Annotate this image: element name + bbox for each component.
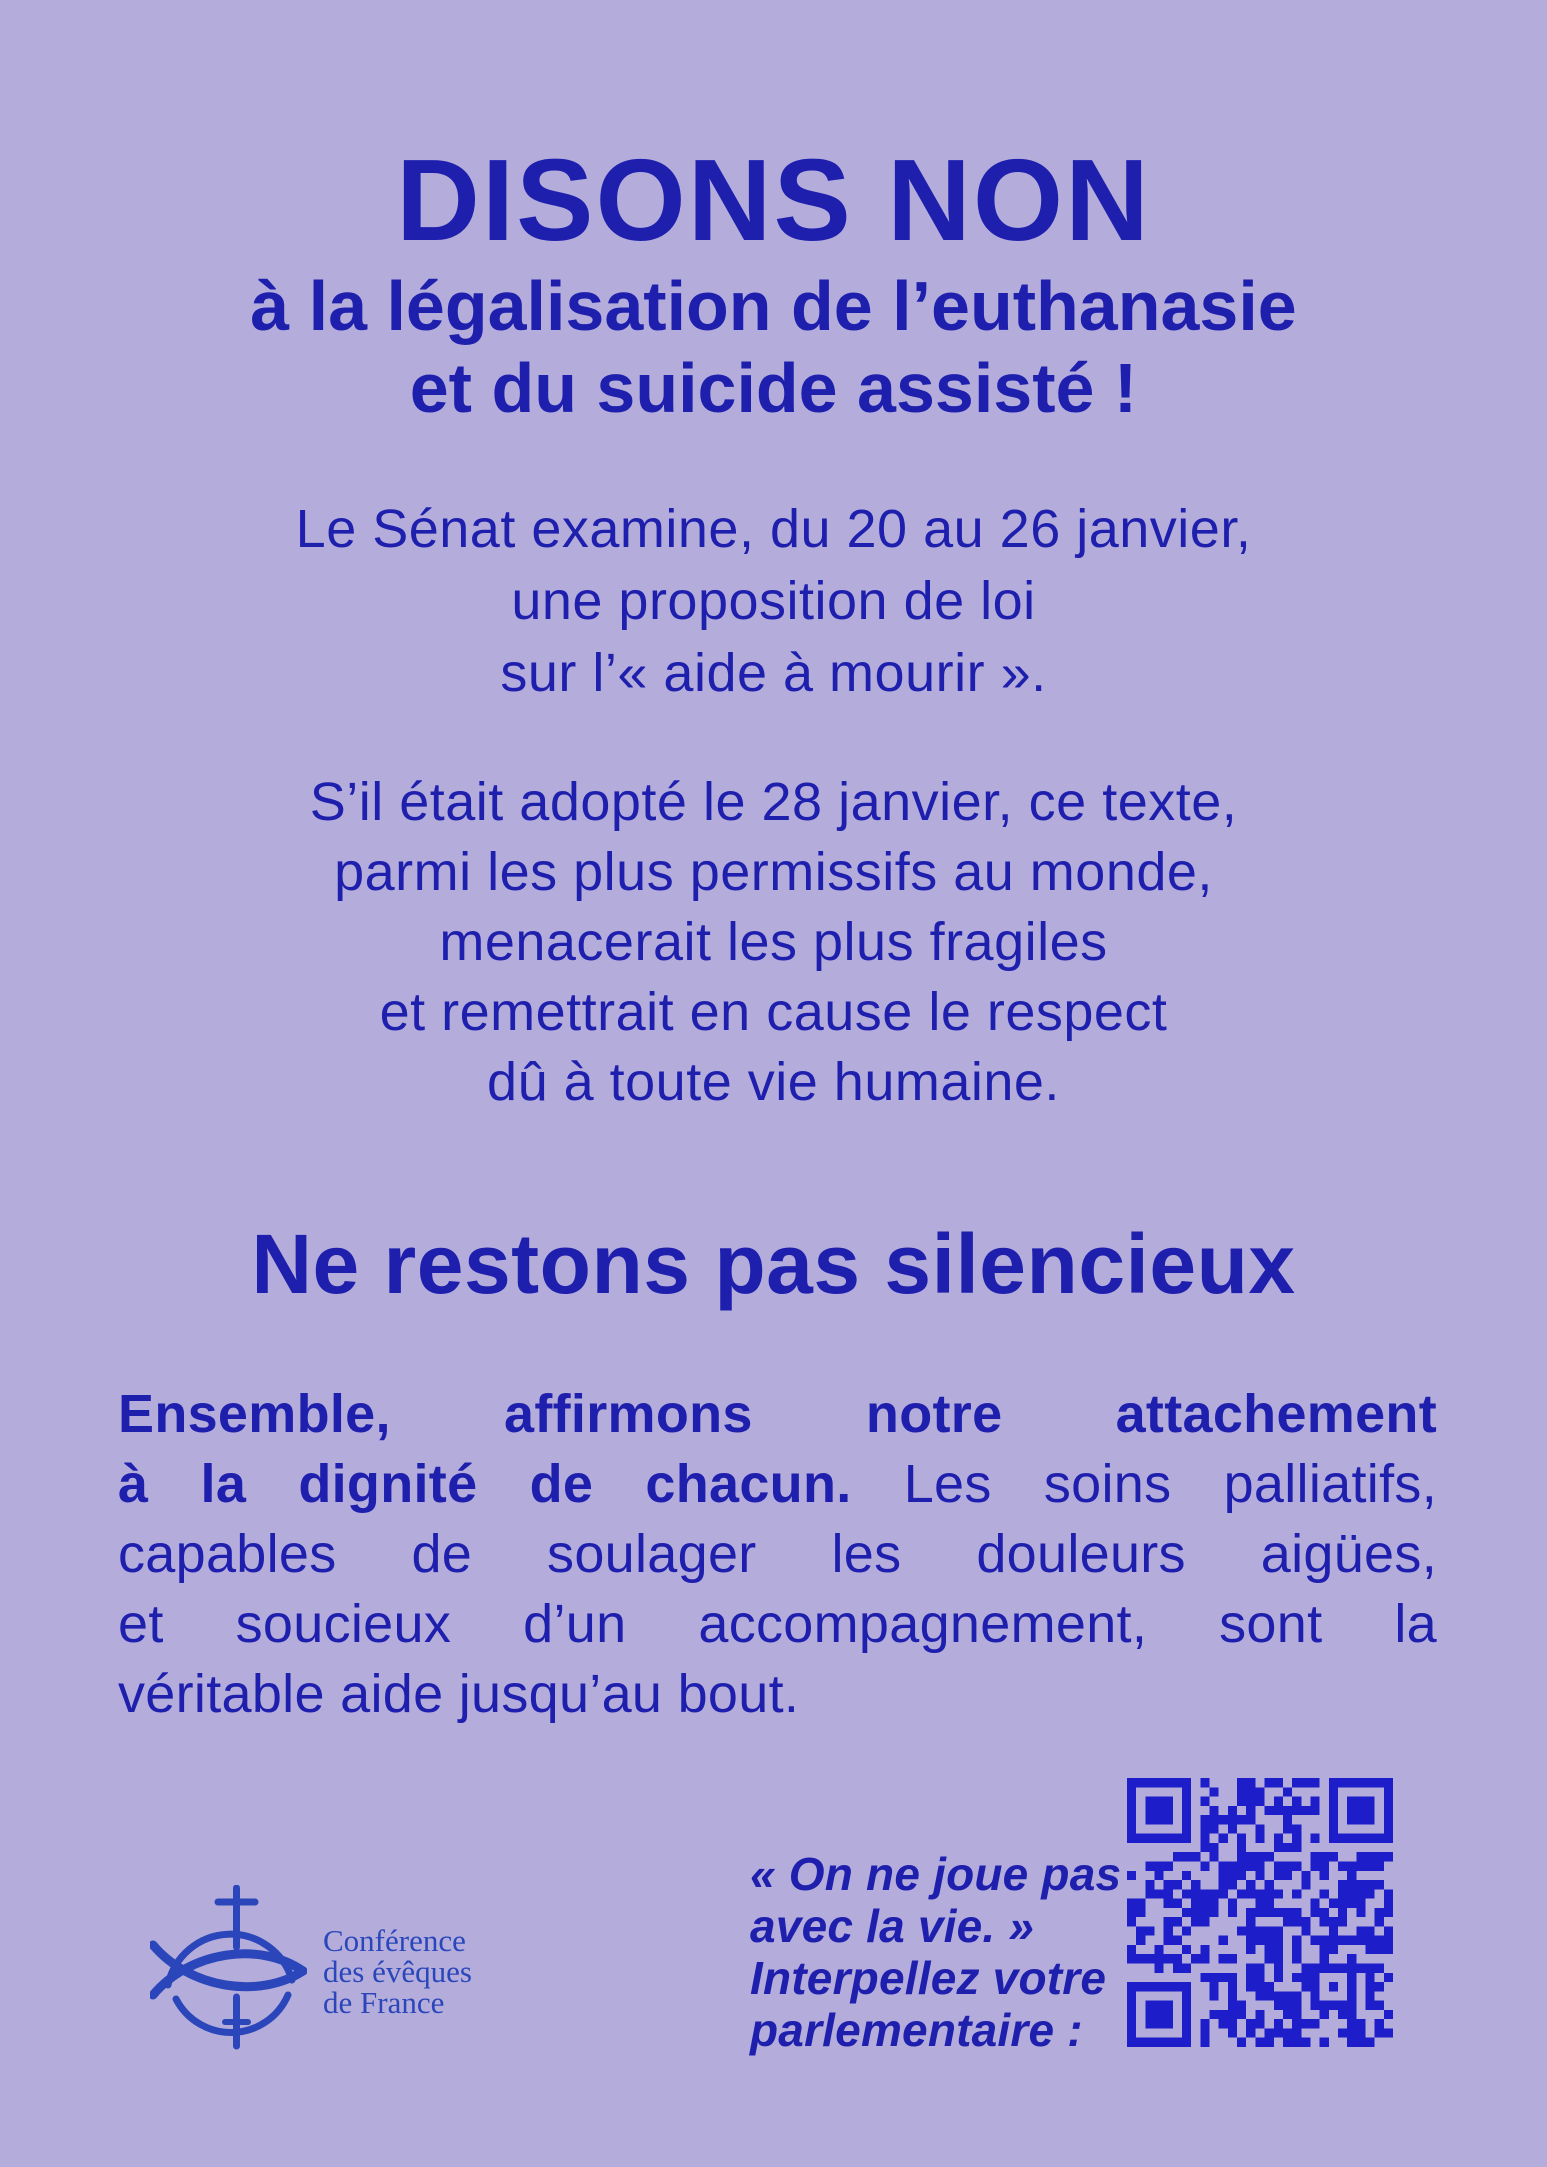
- quote-block: [750, 1848, 1121, 2056]
- text-line: capables de soulager les douleurs aigües,: [118, 1524, 1437, 1584]
- call-to-action-heading: Ne restons pas silencieux: [251, 1217, 1296, 1311]
- text-segment: Les soins palliatifs,: [903, 1454, 1437, 1514]
- text-line: dû à toute vie humaine.: [487, 1052, 1060, 1112]
- text-line: à la légalisation de l’euthanasie: [250, 267, 1297, 345]
- warning-paragraph: [0, 767, 1547, 1117]
- text-line: des évêques: [323, 1954, 472, 1989]
- cef-fish-cross-logo-icon: [150, 1885, 307, 2050]
- text-line: parlementaire :: [750, 2004, 1083, 2056]
- text-line: Interpellez votre: [750, 1952, 1107, 2004]
- logo-org-name: [323, 1925, 472, 2018]
- text-line: Ensemble, affirmons notre attachement: [118, 1384, 1437, 1444]
- text-line: et soucieux d’un accompagnement, sont la: [118, 1594, 1437, 1654]
- qr-code: [1127, 1778, 1393, 2047]
- intro-paragraph: [0, 493, 1547, 709]
- text-bold-segment: à la dignité de chacun.: [118, 1454, 852, 1514]
- text-line: menacerait les plus fragiles: [439, 912, 1108, 972]
- text-line: de France: [323, 1985, 445, 2020]
- subtitle: [0, 265, 1547, 429]
- text-line: avec la vie. »: [750, 1900, 1035, 1952]
- text-line: « On ne joue pas: [750, 1848, 1122, 1900]
- page-title: DISONS NON: [396, 135, 1151, 265]
- text-line: et remettrait en cause le respect: [379, 982, 1168, 1042]
- text-line: S’il était adopté le 28 janvier, ce texte,: [309, 772, 1238, 832]
- text-line: Le Sénat examine, du 20 au 26 janvier,: [295, 499, 1252, 559]
- text-line: Conférence: [323, 1923, 466, 1958]
- text-line: parmi les plus permissifs au monde,: [334, 842, 1213, 902]
- lower-arc-icon: [176, 1995, 288, 2032]
- text-line: et du suicide assisté !: [409, 349, 1138, 427]
- appeal-paragraph: [118, 1379, 1437, 1729]
- text-line: véritable aide jusqu’au bout.: [118, 1664, 800, 1724]
- text-line: une proposition de loi: [511, 571, 1036, 631]
- text-line: sur l’« aide à mourir ».: [500, 643, 1047, 703]
- text-line: [118, 1449, 1437, 1519]
